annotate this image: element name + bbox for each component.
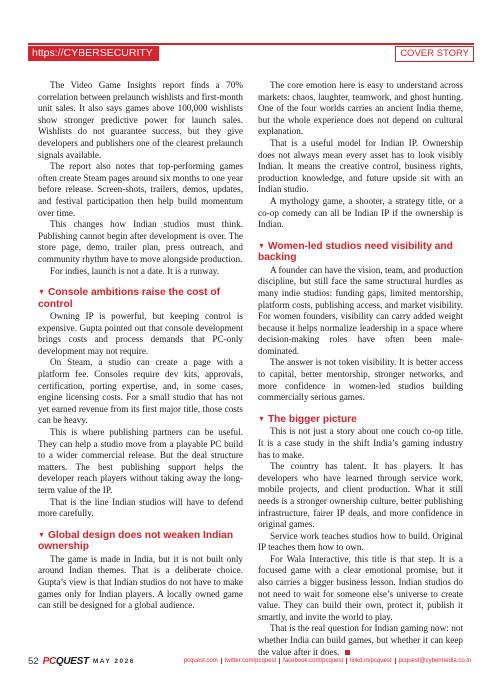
section-heading [38,287,243,310]
heading-text: The bigger picture [267,413,357,425]
paragraph: This is not just a story about one couch co-op title. It is a case study in the shift India’s gaming industry has to make. [258,426,463,460]
left-column [38,80,243,612]
paragraph: The core emotion here is easy to understand across markets: chaos, laughter, teamwork, and ghost hunting. One of the four worlds carries an ancient India theme, but the whole experience does not depend on cultural explanation. [258,80,463,137]
triangle-down-icon: ▼ [38,289,45,297]
section-heading [38,530,243,553]
section-tag[interactable]: https://CYBERSECURITY [28,46,159,61]
paragraph: On Steam, a studio can create a page with a platform fee. Consoles require dev kits, approvals, certification, porting expertise, and, in some cases, engine licensing costs. For a small studio that has not yet earned revenue from its first major title, those costs can be heavy. [38,357,243,426]
heading-text: Console ambitions raise the cost of control [38,287,221,310]
paragraph: Owning IP is powerful, but keeping control is expensive. Gupta pointed out that console development brings costs and process demands that PC-only development may not require. [38,311,243,356]
paragraph: That is the line Indian studios will have to defend more carefully. [38,496,243,519]
triangle-down-icon: ▼ [258,415,265,423]
paragraph: The country has talent. It has players. It has developers who have learned through service work, mobile projects, and client production. What it still needs is a stronger ownership culture, better publishing infrastructure, fairer IP deals, and more confidence in original games. [258,461,463,530]
paragraph: A mythology game, a shooter, a strategy title, or a co-op comedy can all be Indian IP if the ownership is Indian. [258,195,463,230]
heading-text: Women-led studios need visibility and backing [258,240,453,264]
paragraph: That is a useful model for Indian IP. Ownership does not always mean every asset has to look visibly Indian. It means the creative control, business rights, production knowledge, and future upside sit with an Indian studio. [258,137,463,195]
footer [28,653,474,669]
footer-link[interactable]: facebook.com/pcquest [279,658,346,664]
issue-date: MAY 2026 [92,657,135,665]
paragraph: The answer is not token visibility. It is better access to capital, better mentorship, stronger networks, and more confidence in women-led studios building commercially serious games. [258,357,463,403]
footer-link[interactable]: twitter.com/pcquest [221,658,279,664]
page-number: 52 [28,655,39,667]
logo-suffix: QUEST [55,655,89,667]
paragraph: This changes how Indian studios must think. Publishing cannot begin after development is over. The store page, demo, trailer plan, press outreach, and community rhythm have to move alongside production. [38,219,243,264]
paragraph: For Wala Interactive, this title is that step. It is a focused game with a clear emotional promise, but it also carries a bigger business lesson. Indian studios do not need to wait for someone else’s universe to create value. They can build their own, protect it, publish it smartly, and invite the world to play. [258,553,463,622]
section-heading [258,241,463,264]
footer-link[interactable]: pcquest.com [183,658,218,664]
paragraph: This is where publishing partners can be useful. They can help a studio move from a playable PC build to a wider commercial release. But the deal structure matters. The best publishing support helps the developer reach players without taking away the long-term value of the IP. [38,427,243,495]
logo-prefix: PC [42,655,56,667]
paragraph: The Video Game Insights report finds a 70% correlation between prelaunch wishlists and first-month unit sales. It also says games above 100,000 wishlists show stronger predictive power for launch sales. Wishlists do not guarantee success, but they give developers and publishers one of the clearest prelaunch signals available. [38,80,243,160]
paragraph-text: That is the real question for Indian gaming now: not whether India can build games, but whether it can keep the value after it does. [258,623,463,657]
footer-link[interactable]: pcquest@cybermedia.co.in [395,658,474,664]
pcquest-logo [43,656,89,667]
paragraph: The game is made in India, but it is not built only around Indian themes. That is a deliberate choice. Gupta’s view is that Indian studios do not have to make games only for Indian players. A locally owned game can still be designed for a global audience. [38,553,243,611]
paragraph: The report also notes that top-performing games often create Steam pages around six months to one year before release. Screen-shots, trailers, demos, updates, and festival participation then help build momentum over time. [38,161,243,218]
section-heading [258,414,463,426]
footer-links [181,658,474,664]
right-column [258,80,463,658]
triangle-down-icon: ▼ [38,531,45,539]
top-rule [28,43,474,45]
footer-link[interactable]: linkd.in/pcquest [346,658,394,664]
heading-text: Global design does not weaken Indian ownership [38,529,234,553]
paragraph: For indies, launch is not a date. It is a runway. [50,265,220,276]
paragraph: A founder can have the vision, team, and production discipline, but still face the same structural hurdles as many indie studios: funding gaps, limited mentorship, platform costs, publishing access, and market visibility. For women founders, visibility can carry added weight because it helps normalize leadership in a space where decision-making roles have often been male-dominated. [258,264,463,356]
triangle-down-icon: ▼ [258,242,265,250]
cover-story-label: COVER STORY [395,46,474,62]
paragraph: Service work teaches studios how to build. Original IP teaches them how to own. [258,530,463,553]
